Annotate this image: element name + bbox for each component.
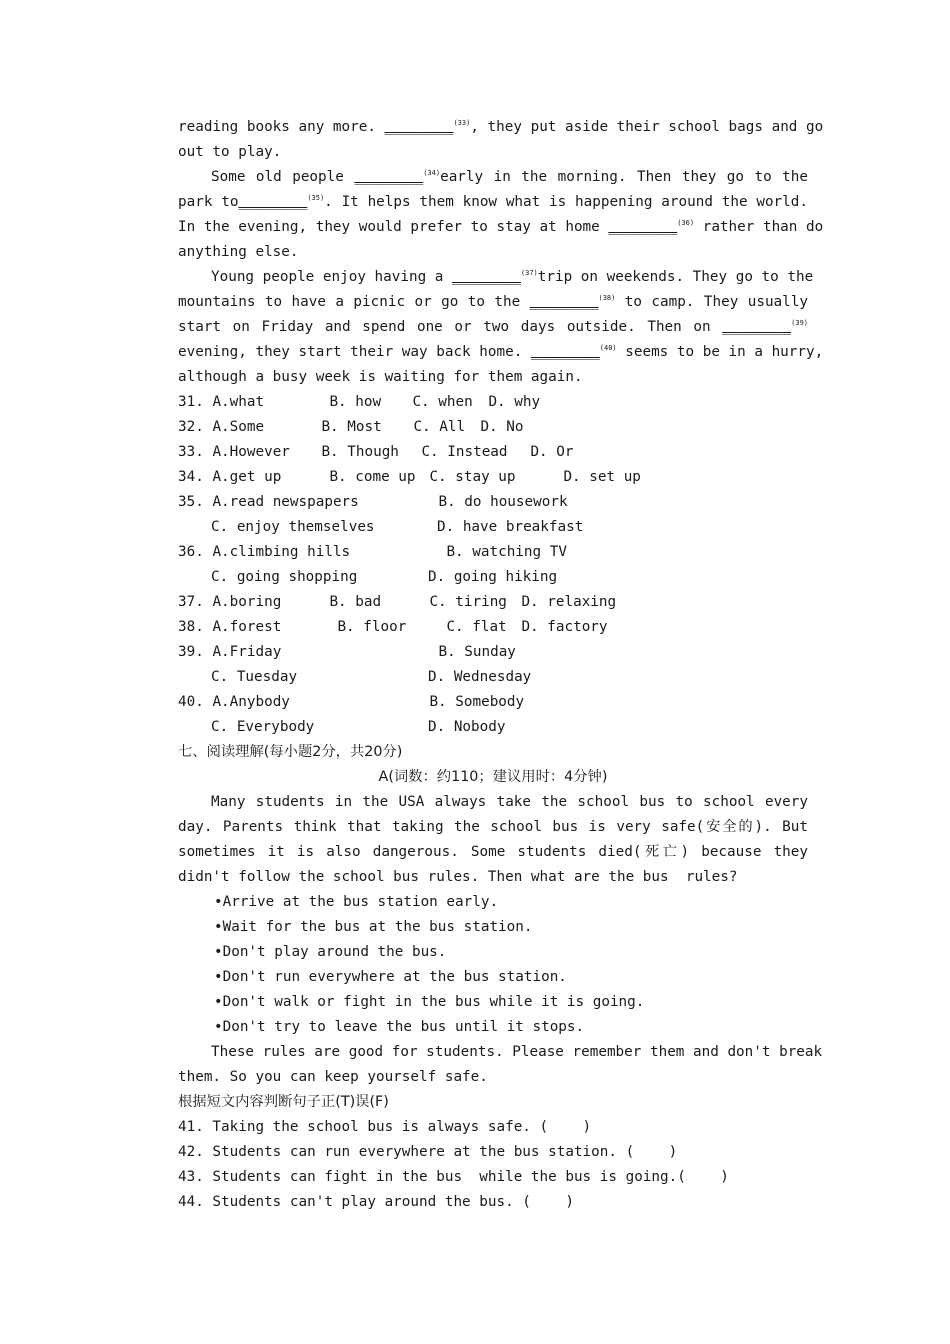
passage-line <box>178 340 824 365</box>
blank-40: ________ <box>530 344 600 360</box>
passage-text: mountains to have a picnic or go to the <box>178 294 530 310</box>
option-a: A.climbing hills <box>212 544 351 560</box>
tf-instruction: 根据短文内容判断句子正(T)误(F) <box>178 1094 389 1110</box>
question-33 <box>178 440 808 465</box>
option-a: A.what <box>212 394 265 410</box>
option-d: D. factory <box>521 619 608 635</box>
option-a: A.forest <box>212 619 282 635</box>
question-35-cont <box>178 515 808 540</box>
question-number: 36. <box>178 544 213 560</box>
option-b: B. watching TV <box>446 544 567 560</box>
passage-line <box>178 290 808 315</box>
passage-line <box>178 265 814 290</box>
passage-text: Young people enjoy having a <box>211 269 453 285</box>
tf-question-41: 41. Taking the school bus is always safe. ( ) <box>178 1119 592 1135</box>
passage-text: In the evening, they would prefer to stay at home <box>178 219 609 235</box>
passage-line <box>178 315 808 340</box>
rule-bullet: •Don't play around the bus. <box>214 944 447 960</box>
option-b: B. Sunday <box>438 644 516 660</box>
option-b: B. how <box>329 394 382 410</box>
blank-number: (35) <box>307 194 325 202</box>
passage-text: to camp. They usually <box>615 294 808 310</box>
option-c: C. when <box>412 394 473 410</box>
passage-a-heading: A(词数：约110；建议用时：4分钟) <box>378 769 608 785</box>
reading-line: them. So you can keep yourself safe. <box>178 1069 488 1085</box>
reading-line: These rules are good for students. Please remember them and don't break <box>211 1044 823 1060</box>
reading-line: sometimes it is also dangerous. Some students died(死亡) because they <box>178 844 808 860</box>
option-c: C. going shopping <box>211 569 358 585</box>
tf-question-44: 44. Students can't play around the bus. ( ) <box>178 1194 574 1210</box>
question-number: 34. <box>178 469 213 485</box>
passage-line <box>178 115 824 140</box>
rule-bullet: •Arrive at the bus station early. <box>214 894 499 910</box>
blank-39: ________ <box>722 319 792 335</box>
question-number: 40. <box>178 694 213 710</box>
question-number: 37. <box>178 594 213 610</box>
option-b: B. bad <box>329 594 382 610</box>
passage-line <box>178 165 808 190</box>
question-number: 35. <box>178 494 213 510</box>
blank-number: (40) <box>599 344 617 352</box>
blank-number: (37) <box>520 269 538 277</box>
question-number: 39. <box>178 644 213 660</box>
passage-line: although a busy week is waiting for them again. <box>178 369 583 385</box>
blank-number: (33) <box>453 119 471 127</box>
option-b: B. Most <box>321 419 382 435</box>
option-d: D. going hiking <box>428 569 558 585</box>
reading-line: didn't follow the school bus rules. Then what are the bus rules? <box>178 869 738 885</box>
option-c: C. tiring <box>429 594 507 610</box>
question-40 <box>178 690 808 715</box>
question-38 <box>178 615 808 640</box>
blank-number: (38) <box>598 294 616 302</box>
option-d: D. Wednesday <box>428 669 532 685</box>
option-a: A.However <box>212 444 290 460</box>
option-d: D. have breakfast <box>437 519 584 535</box>
option-c: C. All <box>413 419 466 435</box>
passage-text: park to <box>178 194 239 210</box>
exam-page <box>178 115 824 1215</box>
section-heading: 七、阅读理解(每小题2分，共20分) <box>178 744 403 760</box>
option-a: A.get up <box>212 469 282 485</box>
option-d: D. set up <box>563 469 641 485</box>
passage-text: . It helps them know what is happening around the world. <box>324 194 808 210</box>
passage-line: out to play. <box>178 144 282 160</box>
option-d: D. Or <box>530 444 574 460</box>
passage-line <box>178 190 808 215</box>
question-34 <box>178 465 808 490</box>
passage-text: seems to be in a hurry, <box>616 344 824 360</box>
option-b: B. Though <box>321 444 399 460</box>
rule-bullet: •Don't walk or fight in the bus while it is going. <box>214 994 645 1010</box>
question-35 <box>178 490 808 515</box>
tf-question-43: 43. Students can fight in the bus while the bus is going.( ) <box>178 1169 729 1185</box>
option-c: C. flat <box>446 619 507 635</box>
option-c: C. Tuesday <box>211 669 298 685</box>
option-d: D. why <box>488 394 541 410</box>
passage-line: anything else. <box>178 244 299 260</box>
option-b: B. do housework <box>438 494 568 510</box>
question-37 <box>178 590 808 615</box>
passage-text: , they put aside their school bags and go <box>470 119 824 135</box>
option-b: B. Somebody <box>429 694 525 710</box>
option-d: D. Nobody <box>428 719 506 735</box>
question-number: 32. <box>178 419 213 435</box>
question-number: 38. <box>178 619 213 635</box>
blank-number: (39) <box>791 319 808 327</box>
question-number: 31. <box>178 394 213 410</box>
option-c: C. Everybody <box>211 719 315 735</box>
blank-36: ________ <box>608 219 678 235</box>
option-d: D. relaxing <box>521 594 617 610</box>
passage-line <box>178 215 824 240</box>
passage-text: start on Friday and spend one or two days outside. Then on <box>178 319 723 335</box>
blank-38: ________ <box>529 294 599 310</box>
reading-line: Many students in the USA always take the school bus to school every <box>211 794 808 810</box>
question-40-cont <box>178 715 808 740</box>
question-39 <box>178 640 808 665</box>
passage-text: evening, they start their way back home. <box>178 344 531 360</box>
blank-34: ________ <box>354 169 424 185</box>
blank-number: (34) <box>423 169 441 177</box>
option-d: D. No <box>480 419 524 435</box>
blank-33: ________ <box>384 119 454 135</box>
option-a: A.boring <box>212 594 282 610</box>
question-number: 33. <box>178 444 213 460</box>
passage-text: trip on weekends. They go to the <box>537 269 814 285</box>
option-a: A.Some <box>212 419 265 435</box>
reading-line: day. Parents think that taking the school bus is very safe(安全的). But <box>178 819 808 835</box>
option-a: A.Friday <box>212 644 282 660</box>
blank-37: ________ <box>452 269 521 285</box>
blank-35: ________ <box>238 194 308 210</box>
passage-text: reading books any more. <box>178 119 385 135</box>
option-a: A.Anybody <box>212 694 290 710</box>
blank-number: (36) <box>677 219 695 227</box>
option-a: A.read newspapers <box>212 494 359 510</box>
passage-text: early in the morning. Then they go to the <box>440 169 808 185</box>
question-31 <box>178 390 808 415</box>
question-36-cont <box>178 565 808 590</box>
passage-text: rather than do <box>694 219 824 235</box>
rule-bullet: •Wait for the bus at the bus station. <box>214 919 533 935</box>
option-c: C. Instead <box>421 444 508 460</box>
passage-text: Some old people <box>211 169 355 185</box>
question-36 <box>178 540 808 565</box>
rule-bullet: •Don't run everywhere at the bus station. <box>214 969 567 985</box>
option-c: C. enjoy themselves <box>211 519 375 535</box>
tf-question-42: 42. Students can run everywhere at the bus station. ( ) <box>178 1144 678 1160</box>
option-c: C. stay up <box>429 469 516 485</box>
question-32 <box>178 415 808 440</box>
rule-bullet: •Don't try to leave the bus until it stops. <box>214 1019 585 1035</box>
question-39-cont <box>178 665 808 690</box>
option-b: B. come up <box>329 469 416 485</box>
option-b: B. floor <box>337 619 407 635</box>
